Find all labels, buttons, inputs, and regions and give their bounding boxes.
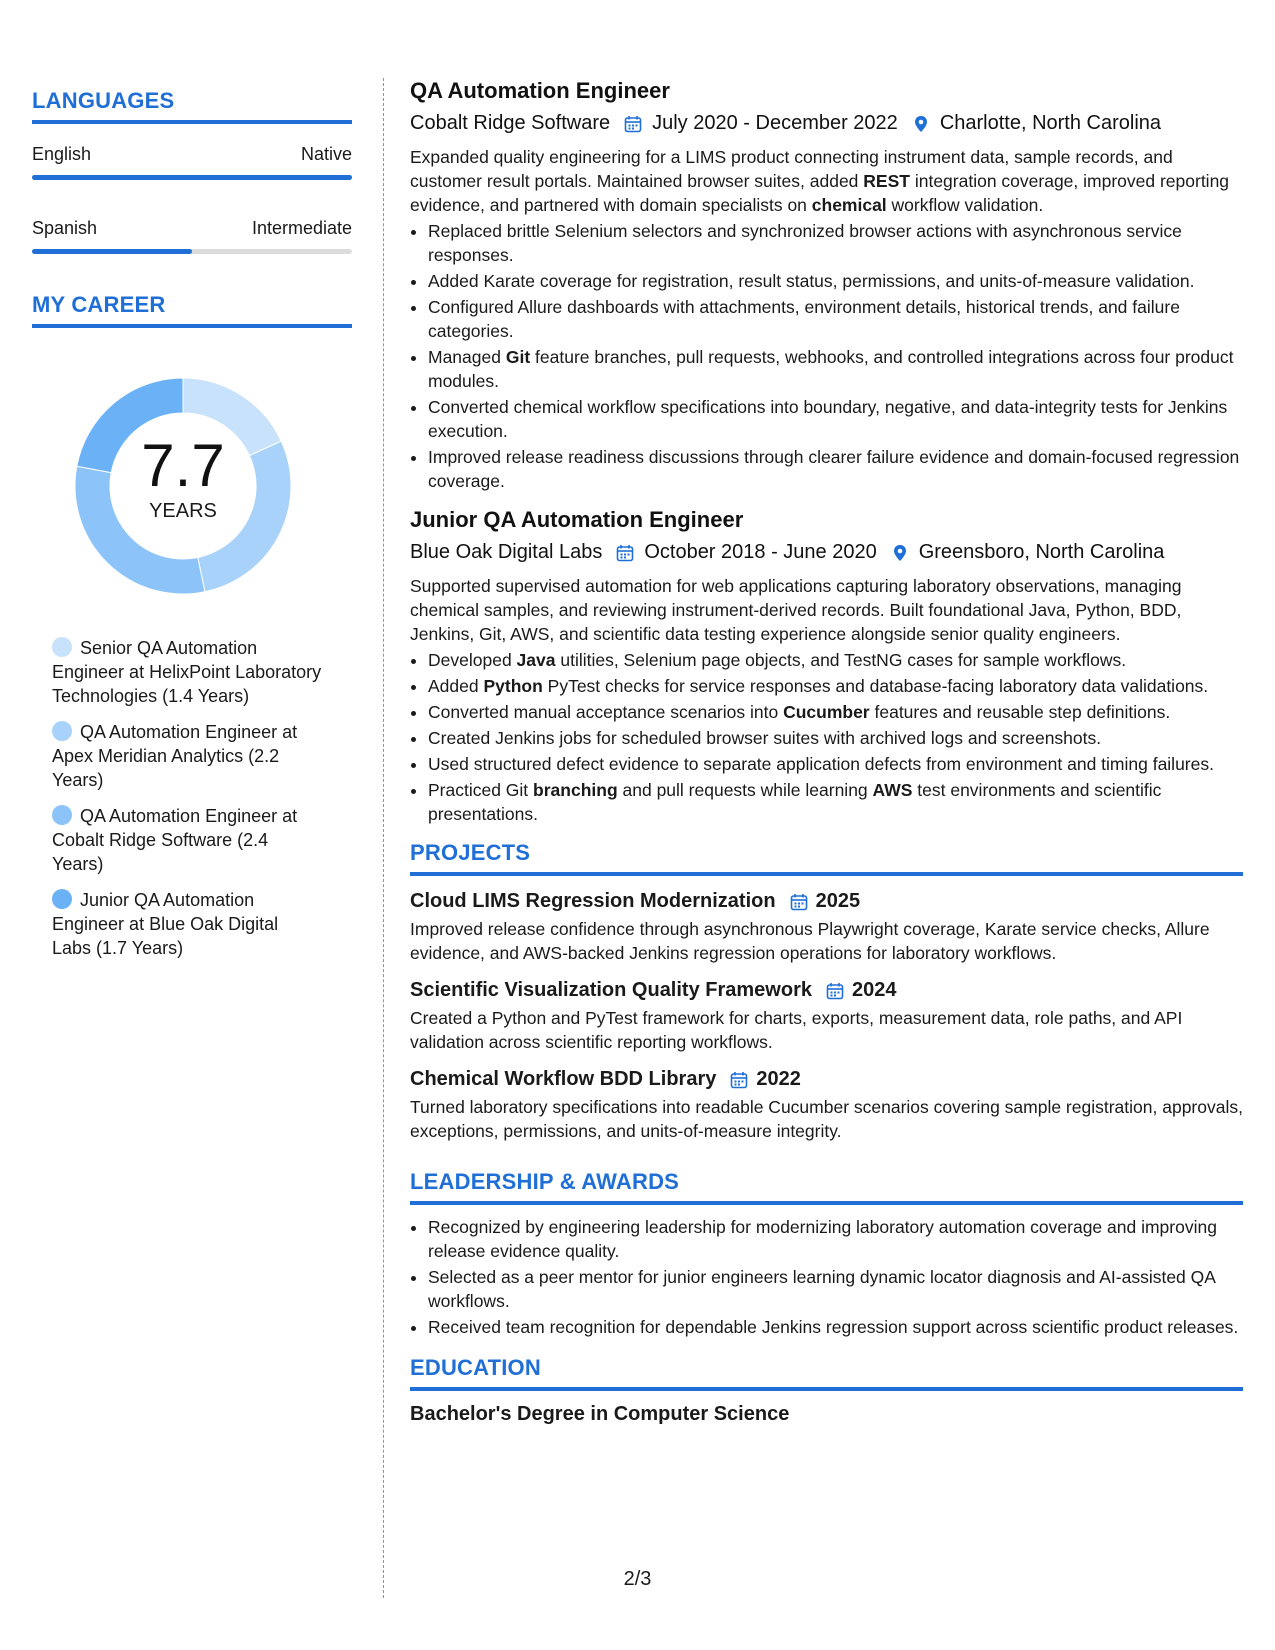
project-year: 2025 [815,890,861,912]
job-title: QA Automation Engineer [410,78,670,103]
location-pin-icon [912,115,930,133]
language-item [32,144,352,180]
career-legend-item [52,720,322,792]
bold-keyword: Python [483,676,543,696]
project-year: 2024 [851,979,897,1001]
leadership-item: • Selected as a peer mentor for junior engineers learning dynamic locator diagnosis and AI-assisted QA workflows. [428,1265,1243,1313]
bullet-item: • Developed Java utilities, Selenium page objects, and TestNG cases for sample workflows. [428,648,1243,672]
bullet-item: • Converted chemical workflow specifications into boundary, negative, and data-integrity tests for Jenkins execution. [428,395,1243,443]
career-legend-item [52,888,322,960]
career-total: 7.7 [141,432,225,499]
leadership-item: • Received team recognition for dependable Jenkins regression support across scientific product releases. [428,1315,1243,1339]
career-heading: MY CAREER [32,292,352,328]
bullet-item: • Practiced Git branching and pull requests while learning AWS test environments and scientific presentations. [428,778,1243,826]
language-level: Native [300,144,352,164]
project-year: 2022 [756,1068,801,1090]
bold-keyword: REST [863,171,910,191]
job-summary: Supported supervised automation for web applications capturing laboratory observations, managing chemical samples, and reviewing instrument-derived records. Built foundational Java, Python, BDD, Jenkins, Git, AWS, and scientific data testing experience alongside senior quality engineers. [410,576,1182,644]
leadership-list [410,1215,1243,1339]
bullet-item: • Created Jenkins jobs for scheduled browser suites with archived logs and screenshots. [428,726,1243,750]
project-description: Created a Python and PyTest framework for charts, exports, measurement data, role paths, and API validation across scientific reporting workflows. [410,1008,1183,1052]
projects-list [410,890,1243,1143]
job-dates: July 2020 - December 2022 [652,112,898,134]
job-meta [410,541,1243,564]
bullet-item: • Replaced brittle Selenium selectors and synchronized browser actions with asynchronous service responses. [428,219,1243,267]
bold-keyword: AWS [872,780,913,800]
legend-label: Junior QA Automation Engineer at Blue Oak Digital Labs (1.7 Years) [52,890,279,958]
job-meta [410,112,1243,135]
legend-dot [52,805,72,825]
job-title: Junior QA Automation Engineer [410,507,744,532]
education-heading: EDUCATION [410,1355,1243,1391]
bullet-item: • Converted manual acceptance scenarios into Cucumber features and reusable step definitions. [428,700,1243,724]
legend-label: QA Automation Engineer at Apex Meridian Analytics (2.2 Years) [52,722,298,790]
left-column [32,88,352,972]
job-location: Charlotte, North Carolina [939,112,1162,134]
languages-list [32,144,352,254]
career-unit: YEARS [149,500,217,522]
calendar-icon [730,1071,748,1089]
legend-dot [52,637,72,657]
right-column [410,78,1243,1426]
project-item [410,979,1243,1054]
bullet-item: • Added Karate coverage for registration, result status, permissions, and units-of-measure validation. [428,269,1243,293]
languages-heading: LANGUAGES [32,88,352,124]
bold-keyword: branching [533,780,618,800]
project-name: Scientific Visualization Quality Framework [410,979,812,1001]
page-number: 2/3 [623,1568,652,1590]
job-location: Greensboro, North Carolina [918,541,1165,563]
language-level: Intermediate [251,218,352,238]
project-description: Improved release confidence through asynchronous Playwright coverage, Karate service checks, Allure evidence, and AWS-backed Jenkins regression operations for laboratory workflows. [410,919,1210,963]
career-legend [52,636,322,960]
career-legend-item [52,636,322,708]
legend-label: QA Automation Engineer at Cobalt Ridge Software (2.4 Years) [52,806,298,874]
bullet-item: • Configured Allure dashboards with attachments, environment details, historical trends, and failure categories. [428,295,1243,343]
project-name: Chemical Workflow BDD Library [410,1068,717,1090]
language-item [32,218,352,254]
leadership-item: • Recognized by engineering leadership for modernizing laboratory automation coverage and improving release evidence quality. [428,1215,1243,1263]
legend-dot [52,721,72,741]
legend-label: Senior QA Automation Engineer at HelixPoint Laboratory Technologies (1.4 Years) [52,638,322,706]
career-legend-item [52,804,322,876]
job-dates: October 2018 - June 2020 [644,541,877,563]
projects-heading: PROJECTS [410,840,1243,876]
education-degree: Bachelor's Degree in Computer Science [410,1403,790,1425]
job-company: Cobalt Ridge Software [410,112,611,134]
project-item [410,890,1243,965]
language-bar [32,249,352,254]
column-divider [383,78,384,1598]
language-name: English [32,144,92,164]
job-entry [410,78,1243,493]
language-bar-fill [32,249,192,254]
bullet-item: • Managed Git feature branches, pull requests, webhooks, and controlled integrations across four product modules. [428,345,1243,393]
location-pin-icon [891,544,909,562]
career-donut-chart [63,366,303,606]
bold-keyword: Cucumber [783,702,870,722]
project-item [410,1068,1243,1143]
calendar-icon [790,893,808,911]
bold-keyword: Git [505,347,531,367]
language-name: Spanish [32,218,98,238]
bullet-item: • Used structured defect evidence to separate application defects from environment and timing failures. [428,752,1243,776]
job-entry [410,507,1243,826]
language-bar [32,175,352,180]
language-bar-fill [32,175,352,180]
bold-keyword: Java [516,650,556,670]
calendar-icon [826,982,844,1000]
calendar-icon [616,544,634,562]
bullet-item: • Improved release readiness discussions through clearer failure evidence and domain-focused regression coverage. [428,445,1243,493]
job-bullets [410,219,1243,493]
leadership-heading: LEADERSHIP & AWARDS [410,1169,1243,1205]
calendar-icon [624,115,642,133]
job-summary: Expanded quality engineering for a LIMS product connecting instrument data, sample records, and customer result portals. Maintained browser suites, added REST integration coverage, improved reporting evidence, and partnered with domain specialists on chemical workflow validation. [410,147,1230,215]
job-company: Blue Oak Digital Labs [410,541,603,563]
bold-keyword: chemical [811,195,887,215]
project-description: Turned laboratory specifications into readable Cucumber scenarios covering sample registration, approvals, exceptions, permissions, and units-of-measure integrity. [410,1097,1243,1141]
bullet-item: • Added Python PyTest checks for service responses and database-facing laboratory data validations. [428,674,1243,698]
project-name: Cloud LIMS Regression Modernization [410,890,776,912]
job-bullets [410,648,1243,826]
legend-dot [52,889,72,909]
